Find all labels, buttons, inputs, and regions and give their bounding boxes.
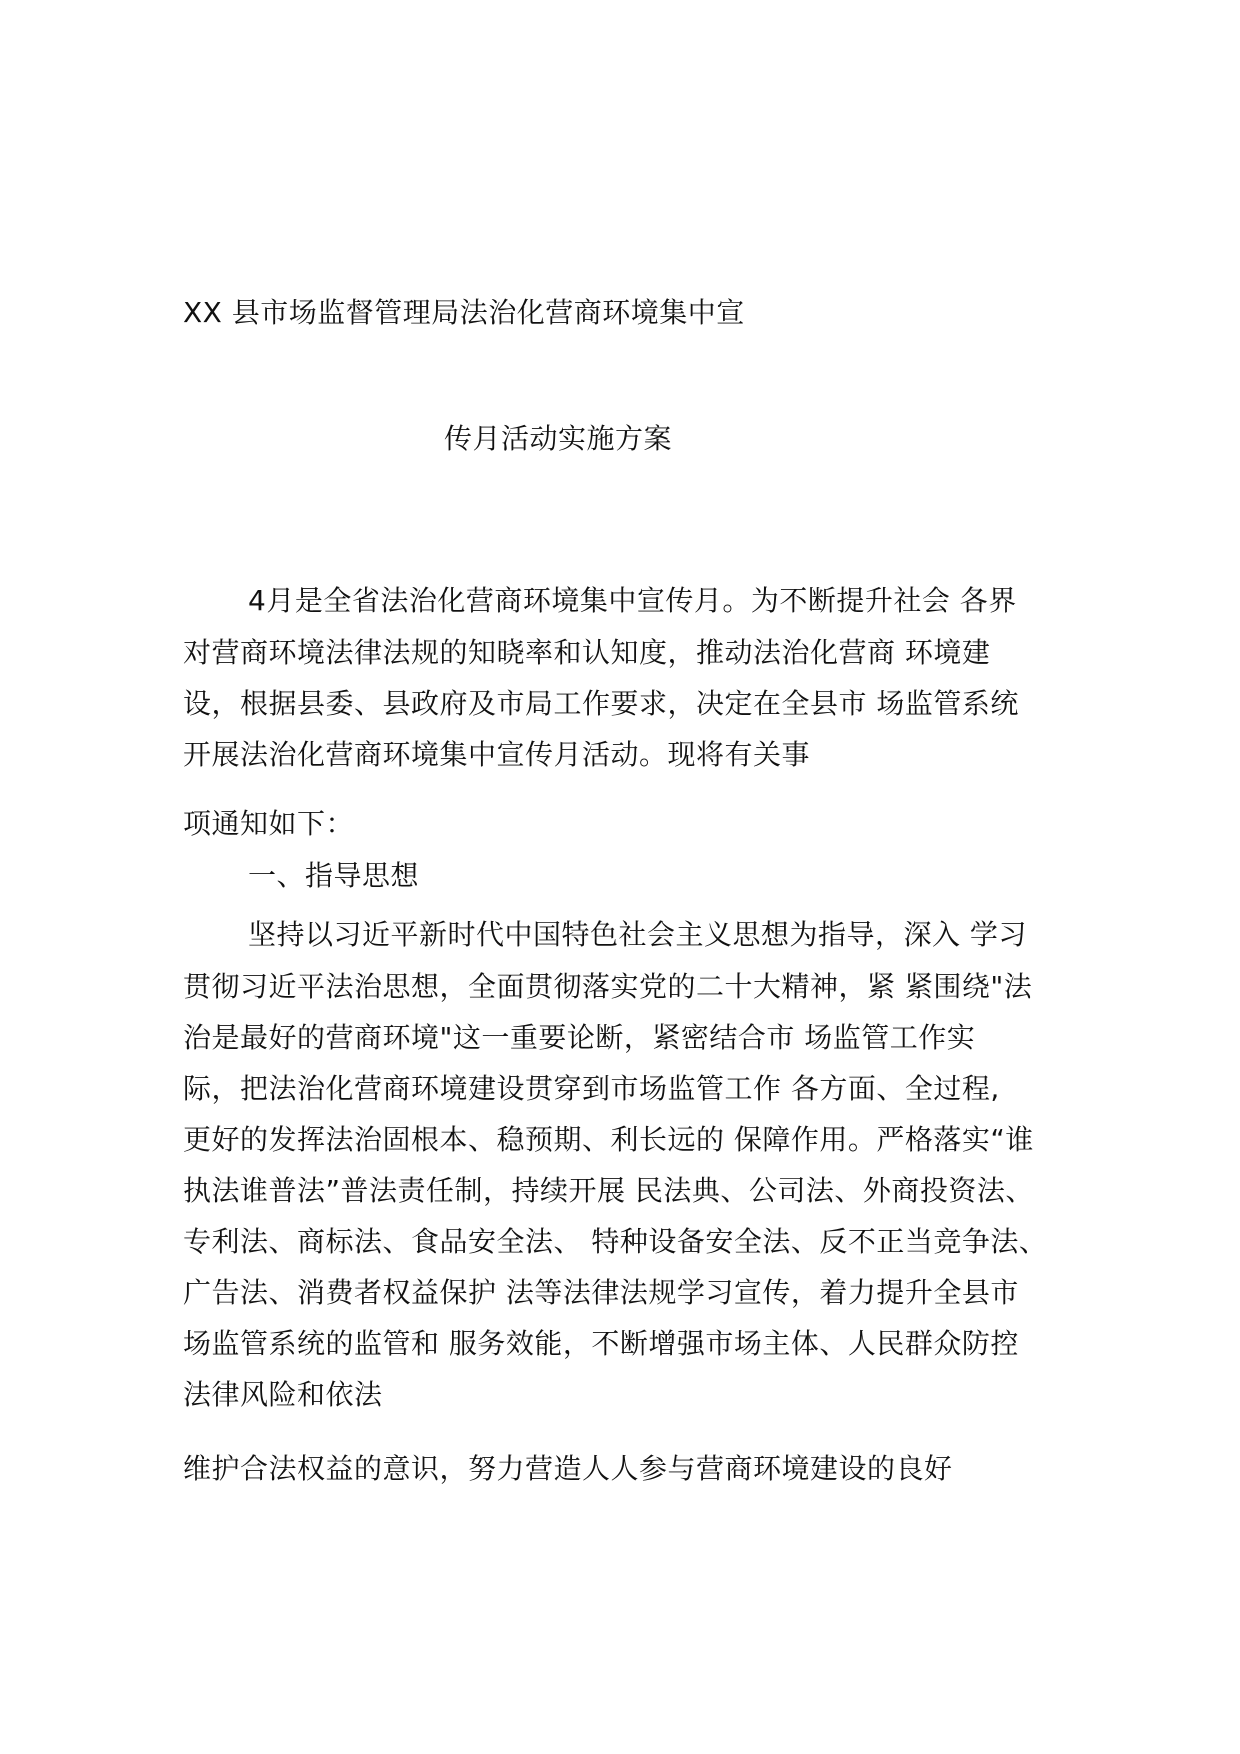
section-1-line: 执法谁普法”普法责任制，持续开展 民法典、公司法、外商投资法、 — [183, 1174, 1034, 1207]
section-1-line: 贯彻习近平法治思想，全面贯彻落实党的二十大精神，紧 紧围绕"法 — [183, 970, 1033, 1003]
section-1-line: 广告法、消费者权益保护 法等法律法规学习宣传，着力提升全县市 — [183, 1276, 1019, 1309]
section-1-line: 专利法、商标法、食品安全法、 特种设备安全法、反不正当竞争法、 — [183, 1225, 1048, 1258]
intro-line: 4月是全省法治化营商环境集中宣传月。为不断提升社会 各界 — [248, 584, 1017, 617]
section-1-line: 治是最好的营商环境"这一重要论断，紧密结合市 场监管工作实 — [183, 1021, 976, 1054]
section-1-line: 坚持以习近平新时代中国特色社会主义思想为指导，深入 学习 — [248, 918, 1027, 951]
section-1-line: 法律风险和依法 — [183, 1378, 383, 1411]
section-1-line: 更好的发挥法治固根本、稳预期、利长远的 保障作用。严格落实“谁 — [183, 1123, 1034, 1156]
section-1-line: 际，把法治化营商环境建设贯穿到市场监管工作 各方面、全过程, — [183, 1072, 1000, 1105]
section-1-heading: 一、指导思想 — [248, 859, 420, 892]
document-title-line-1: XX 县市场监督管理局法治化营商环境集中宣 — [183, 296, 745, 329]
intro-continued: 项通知如下： — [183, 807, 355, 840]
intro-line: 开展法治化营商环境集中宣传月活动。现将有关事 — [183, 738, 811, 771]
section-1-line: 场监管系统的监管和 服务效能，不断增强市场主体、人民群众防控 — [183, 1327, 1019, 1360]
intro-line: 对营商环境法律法规的知晓率和认知度，推动法治化营商 环境建 — [183, 636, 991, 669]
section-1-continued: 维护合法权益的意识，努力营造人人参与营商环境建设的良好 — [183, 1452, 953, 1485]
intro-line: 设，根据县委、县政府及市局工作要求，决定在全县市 场监管系统 — [183, 687, 1019, 720]
document-title-line-2: 传月活动实施方案 — [444, 422, 673, 455]
